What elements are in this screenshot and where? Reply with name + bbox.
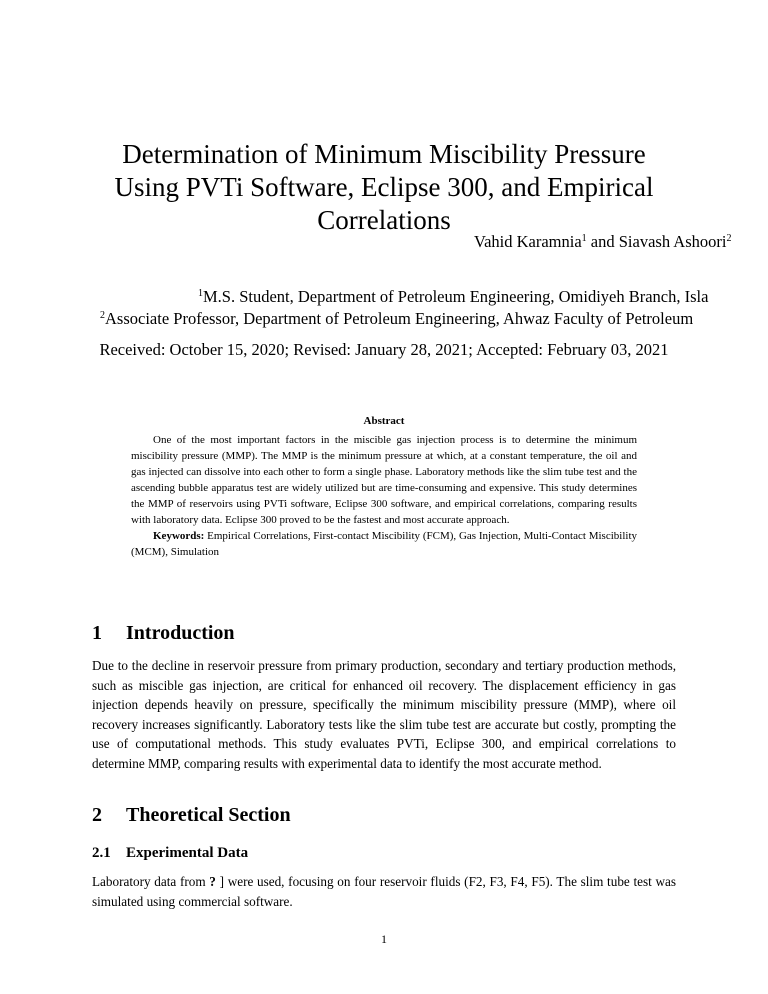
section-number: 2 <box>92 804 102 826</box>
author-name: Vahid Karamnia <box>474 232 582 251</box>
submission-dates: Received: October 15, 2020; Revised: January 28, 2021; Accepted: February 03, 2021 <box>99 340 669 359</box>
section-heading-theoretical <box>92 804 291 827</box>
title-line: Correlations <box>317 205 451 235</box>
author-name: Siavash Ashoori <box>618 232 727 251</box>
abstract <box>131 432 637 560</box>
author-affiliation-mark: 2 <box>726 233 732 244</box>
introduction-paragraph: Due to the decline in reservoir pressure from primary production, secondary and tertiary production methods, such as miscible gas injection, are critical for enhanced oil recovery. The displacement efficiency in gas injection depends heavily on pressure, specifically the minimum miscibility pressure (MMP), where oil recovery increases significantly. Laboratory tests like the slim tube test are accurate but costly, prompting the use of computational methods. This study evaluates PVTi, Eclipse 300, and empirical correlations to determine MMP, comparing results with experimental data to identify the most accurate method. <box>92 658 676 771</box>
affiliation-mark: 2 <box>100 310 105 321</box>
section-heading-introduction <box>92 622 235 645</box>
subsection-heading-experimental-data <box>92 845 248 862</box>
paragraph-text: Laboratory data from <box>92 874 206 889</box>
unresolved-citation: ? <box>209 874 216 889</box>
keywords-label: Keywords: <box>153 530 205 542</box>
keywords <box>131 528 637 560</box>
section-title: Theoretical Section <box>126 804 291 826</box>
author-conjunction: and <box>590 232 615 251</box>
affiliation <box>198 287 708 307</box>
affiliation <box>100 309 693 329</box>
affiliation-mark: 1 <box>198 288 203 299</box>
affiliation-text: M.S. Student, Department of Petroleum Engineering, Omidiyeh Branch, Isla <box>203 287 709 306</box>
paper-title <box>80 138 688 237</box>
section-number: 1 <box>92 622 102 644</box>
section-title: Introduction <box>126 622 235 644</box>
subsection-title: Experimental Data <box>126 845 249 861</box>
experimental-data-paragraph <box>92 872 676 911</box>
abstract-text: One of the most important factors in the miscible gas injection process is to determine the minimum miscibility pressure (MMP). The MMP is the minimum pressure at which, at a constant temperature, the oil and gas injected can dissolve into each other to form a single phase. Laboratory methods like the slim tube test and the ascending bubble apparatus test are widely utilized but are time-consuming and expensive. This study determines the MMP of reservoirs using PVTi software, Eclipse 300 software, and empirical correlations, comparing results with laboratory data. Eclipse 300 proved to be the fastest and most accurate approach. <box>131 434 637 526</box>
paragraph-text: ] were used, focusing on four reservoir fluids (F2, F3, F4, F5). The slim tube test was simulated using commercial software. <box>92 874 676 909</box>
title-line: Determination of Minimum Miscibility Pressure <box>122 139 646 169</box>
page-number: 1 <box>381 932 387 946</box>
affiliation-text: Associate Professor, Department of Petroleum Engineering, Ahwaz Faculty of Petroleum <box>105 309 694 328</box>
author-affiliation-mark: 1 <box>581 233 587 244</box>
title-line: Using PVTi Software, Eclipse 300, and Empirical <box>114 172 654 202</box>
subsection-number: 2.1 <box>92 845 111 861</box>
abstract-heading: Abstract <box>363 415 405 427</box>
keywords-text: Empirical Correlations, First-contact Miscibility (FCM), Gas Injection, Multi-Contact Miscibility (MCM), Simulation <box>131 530 638 558</box>
author-line <box>474 232 731 252</box>
